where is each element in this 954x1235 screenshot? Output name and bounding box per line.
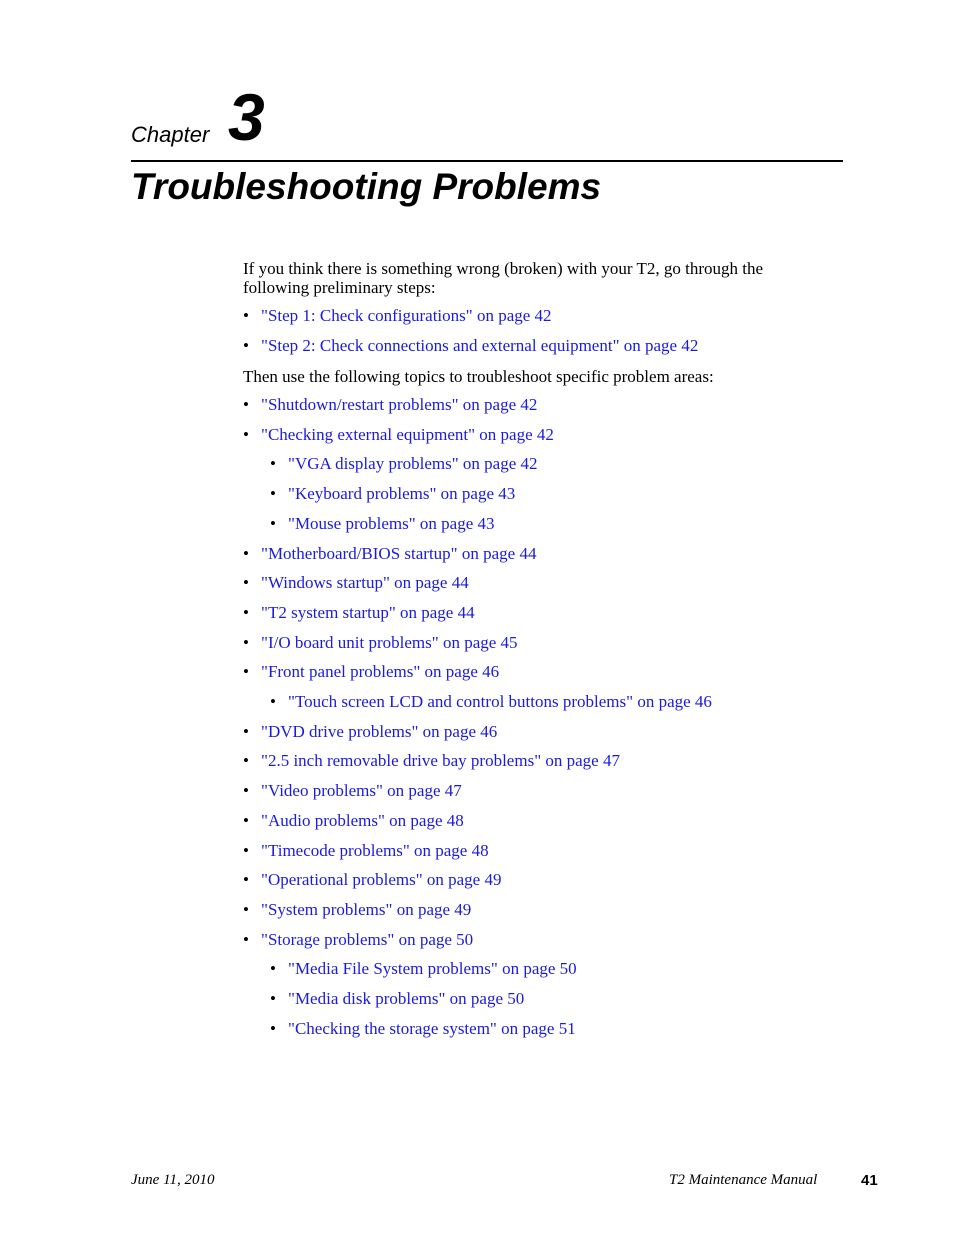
- bullet-icon: •: [243, 751, 249, 770]
- footer-page-number: 41: [861, 1172, 878, 1189]
- chapter-title: Troubleshooting Problems: [131, 166, 602, 207]
- chapter-number: 3: [228, 80, 265, 154]
- cross-reference-link[interactable]: "DVD drive problems" on page 46: [261, 722, 498, 741]
- bullet-icon: •: [243, 336, 249, 355]
- bullet-icon: •: [270, 959, 276, 978]
- bullet-icon: •: [270, 692, 276, 711]
- bullet-icon: •: [270, 514, 276, 533]
- footer-manual-title: T2 Maintenance Manual: [669, 1172, 818, 1188]
- bullet-icon: •: [270, 1019, 276, 1038]
- cross-reference-link[interactable]: "2.5 inch removable drive bay problems" on page 47: [261, 751, 620, 770]
- bullet-icon: •: [243, 900, 249, 919]
- cross-reference-link[interactable]: "VGA display problems" on page 42: [288, 454, 538, 473]
- cross-reference-link[interactable]: "Video problems" on page 47: [261, 781, 462, 800]
- bullet-icon: •: [270, 989, 276, 1008]
- cross-reference-link[interactable]: "Shutdown/restart problems" on page 42: [261, 395, 538, 414]
- bullet-icon: •: [243, 544, 249, 563]
- cross-reference-link[interactable]: "System problems" on page 49: [261, 900, 472, 919]
- bullet-icon: •: [243, 870, 249, 889]
- cross-reference-link[interactable]: "Step 1: Check configurations" on page 42: [261, 306, 552, 325]
- bullet-icon: •: [243, 633, 249, 652]
- bullet-icon: •: [243, 781, 249, 800]
- cross-reference-link[interactable]: "Audio problems" on page 48: [261, 811, 464, 830]
- bullet-icon: •: [270, 454, 276, 473]
- bullet-icon: •: [243, 603, 249, 622]
- cross-reference-link[interactable]: "Media disk problems" on page 50: [288, 989, 525, 1008]
- cross-reference-link[interactable]: "Motherboard/BIOS startup" on page 44: [261, 544, 537, 563]
- bullet-icon: •: [270, 484, 276, 503]
- cross-reference-link[interactable]: "Timecode problems" on page 48: [261, 841, 489, 860]
- cross-reference-link[interactable]: "Checking external equipment" on page 42: [261, 425, 554, 444]
- cross-reference-link[interactable]: "Front panel problems" on page 46: [261, 662, 500, 681]
- bullet-icon: •: [243, 573, 249, 592]
- chapter-rule: [131, 160, 843, 162]
- bullet-icon: •: [243, 395, 249, 414]
- cross-reference-link[interactable]: "Operational problems" on page 49: [261, 870, 502, 889]
- bullet-icon: •: [243, 722, 249, 741]
- cross-reference-link[interactable]: "Windows startup" on page 44: [261, 573, 469, 592]
- cross-reference-link[interactable]: "Keyboard problems" on page 43: [288, 484, 516, 503]
- intro-paragraph: If you think there is something wrong (broken) with your T2, go through the following preliminary steps:: [243, 259, 763, 297]
- cross-reference-link[interactable]: "Media File System problems" on page 50: [288, 959, 577, 978]
- bullet-icon: •: [243, 811, 249, 830]
- bullet-icon: •: [243, 930, 249, 949]
- topics-intro-paragraph: Then use the following topics to troubleshoot specific problem areas:: [243, 367, 714, 386]
- cross-reference-link[interactable]: "T2 system startup" on page 44: [261, 603, 475, 622]
- cross-reference-link[interactable]: "Touch screen LCD and control buttons problems" on page 46: [288, 692, 712, 711]
- cross-reference-link[interactable]: "I/O board unit problems" on page 45: [261, 633, 518, 652]
- chapter-label: Chapter: [131, 122, 210, 147]
- bullet-icon: •: [243, 425, 249, 444]
- footer-date: June 11, 2010: [131, 1172, 215, 1188]
- cross-reference-link[interactable]: "Storage problems" on page 50: [261, 930, 474, 949]
- cross-reference-link[interactable]: "Step 2: Check connections and external equipment" on page 42: [261, 336, 699, 355]
- cross-reference-link[interactable]: "Checking the storage system" on page 51: [288, 1019, 576, 1038]
- bullet-icon: •: [243, 662, 249, 681]
- cross-reference-link[interactable]: "Mouse problems" on page 43: [288, 514, 495, 533]
- bullet-icon: •: [243, 306, 249, 325]
- bullet-icon: •: [243, 841, 249, 860]
